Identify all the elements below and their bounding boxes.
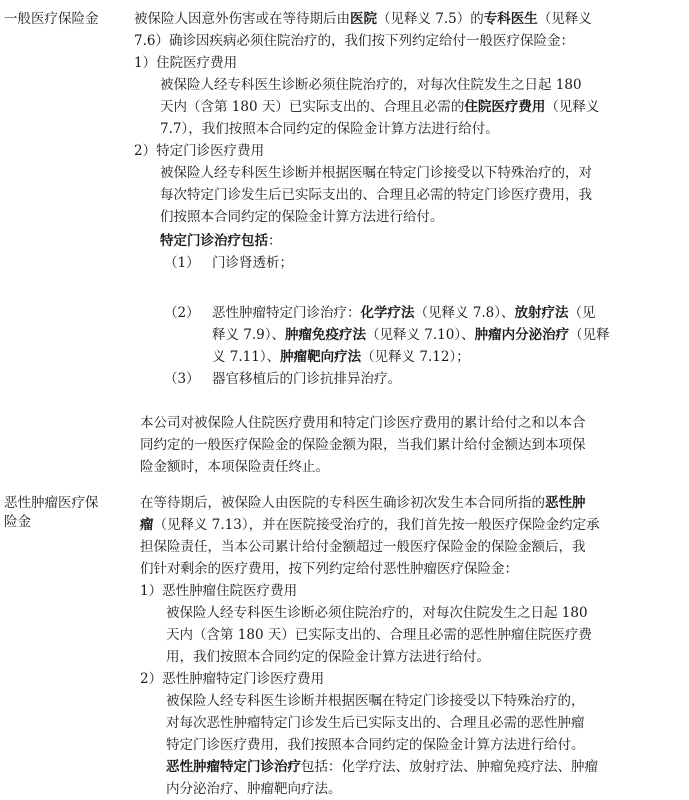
text-line — [166, 602, 592, 624]
text-run: 肿瘤内分泌治疗 — [474, 327, 570, 343]
text-run: （见释义 7.10）、 — [366, 327, 475, 343]
text-run: ： — [268, 233, 282, 249]
list-item-1-text: 门诊肾透析； — [212, 255, 293, 271]
text-run: 被保险人经专科医生诊断并根据医嘱在特定门诊接受以下特殊治疗的， — [166, 693, 585, 709]
text-run: （见释义 — [537, 11, 592, 27]
text-run: （见释义 7.8）、 — [414, 305, 515, 321]
text-run: 被保险人因意外伤害或在等待期后由 — [134, 11, 350, 27]
text-run: 包括：化学疗法、放射疗法、肿瘤免疫疗法、肿瘤 — [301, 759, 598, 775]
item2-heading: 2）特定门诊医疗费用 — [134, 143, 265, 159]
list-item-3-number: （3） — [164, 371, 200, 387]
text-line — [160, 118, 599, 140]
text-line — [166, 734, 598, 756]
text-line — [140, 536, 600, 558]
text-line — [160, 74, 599, 96]
text-line — [140, 558, 600, 580]
text-run: （见释义 — [545, 99, 600, 115]
item1-body — [160, 74, 599, 140]
text-line — [166, 646, 592, 668]
text-run: （见 — [568, 305, 596, 321]
text-run: （见释义 7.12）； — [361, 349, 470, 365]
text-run: 特定门诊医疗费用，我们按照本合同约定的保险金计算方法进行给付。 — [166, 737, 585, 753]
text-line — [140, 456, 586, 478]
text-run: 同约定的一般医疗保险金的保险金额为限，当我们累计给付金额达到本项保 — [140, 437, 586, 453]
text-line — [140, 412, 586, 434]
text-run: 被保险人经专科医生诊断必须住院治疗的，对每次住院发生之日起 180 — [160, 77, 582, 93]
list-item-3-text: 器官移植后的门诊抗排异治疗。 — [212, 371, 401, 387]
cancer-item2-heading: 2）恶性肿瘤特定门诊医疗费用 — [140, 671, 325, 687]
text-line — [212, 302, 610, 324]
text-line — [160, 162, 592, 184]
text-run: 7.7），我们按照本合同约定的保险金计算方法进行给付。 — [160, 121, 499, 137]
general-medical-intro — [134, 8, 592, 52]
cancer-medical-intro — [140, 492, 600, 580]
text-run: 医院 — [350, 11, 377, 27]
text-run: 们按照本合同约定的保险金计算方法进行给付。 — [160, 209, 444, 225]
cancer-item2-body — [166, 690, 598, 800]
text-line — [140, 514, 600, 536]
text-line — [134, 8, 592, 30]
text-run: 肿瘤免疫疗法 — [285, 327, 367, 343]
text-run: 专科医生 — [483, 11, 538, 27]
text-run: 瘤 — [140, 517, 154, 533]
text-run: 天内（含第 180 天）已实际支出的、合理且必需的恶性肿瘤住院医疗费 — [166, 627, 592, 643]
text-line — [166, 690, 598, 712]
text-run: 被保险人经专科医生诊断并根据医嘱在特定门诊接受以下特殊治疗的，对 — [160, 165, 592, 181]
text-run: 恶性肿瘤特定门诊治疗 — [166, 759, 301, 775]
text-run: 住院医疗费用 — [464, 99, 546, 115]
general-medical-summary — [140, 412, 586, 478]
item2-body — [160, 162, 592, 228]
text-run: （见释 — [569, 327, 610, 343]
list-item-1-number: （1） — [164, 255, 200, 271]
cancer-item1-body — [166, 602, 592, 668]
text-run: 险金额时，本项保险责任终止。 — [140, 459, 329, 475]
term-general-medical: 一般医疗保险金 — [4, 11, 99, 27]
list-item-2-text — [212, 302, 610, 368]
text-line — [212, 346, 610, 368]
text-run: 义 7.11）、 — [212, 349, 281, 365]
text-run: 被保险人经专科医生诊断必须住院治疗的，对每次住院发生之日起 180 — [166, 605, 588, 621]
text-line — [166, 778, 598, 800]
text-line — [160, 96, 599, 118]
text-run: 恶性肿 — [545, 495, 586, 511]
text-run: 对每次恶性肿瘤特定门诊发生后已实际支出的、合理且必需的恶性肿瘤 — [166, 715, 585, 731]
text-run: 内分泌治疗、肿瘤靶向疗法。 — [166, 781, 342, 797]
text-run: 恶性肿瘤特定门诊治疗： — [212, 305, 361, 321]
text-run: （见释义 7.5）的 — [377, 11, 484, 27]
special-outpatient-label — [160, 230, 282, 252]
text-run: 用，我们按照本合同约定的保险金计算方法进行给付。 — [166, 649, 490, 665]
text-run: 们针对剩余的医疗费用，按下列约定给付恶性肿瘤医疗保险金： — [140, 561, 518, 577]
text-run: 担保险责任，当本公司累计给付金额超过一般医疗保险金的保险金额后，我 — [140, 539, 586, 555]
term-cancer-line-2: 险金 — [4, 514, 31, 530]
text-line — [160, 184, 592, 206]
text-line — [160, 206, 592, 228]
text-run: 放射疗法 — [514, 305, 569, 321]
text-run: 在等待期后，被保险人由医院的专科医生确诊初次发生本合同所指的 — [140, 495, 545, 511]
text-run: 天内（含第 180 天）已实际支出的、合理且必需的 — [160, 99, 465, 115]
list-item-2-number: （2） — [164, 305, 200, 321]
item1-heading: 1）住院医疗费用 — [134, 55, 238, 71]
text-run: 7.6）确诊因疾病必须住院治疗的，我们按下列约定给付一般医疗保险金： — [134, 33, 574, 49]
cancer-item1-heading: 1）恶性肿瘤住院医疗费用 — [140, 583, 298, 599]
text-run: 释义 7.9）、 — [212, 327, 286, 343]
text-line — [166, 712, 598, 734]
text-run: 肿瘤靶向疗法 — [280, 349, 362, 365]
text-line — [140, 434, 586, 456]
text-line — [166, 624, 592, 646]
term-cancer-medical — [4, 494, 99, 532]
text-run: 特定门诊治疗包括 — [160, 233, 268, 249]
term-cancer-line-1: 恶性肿瘤医疗保 — [4, 495, 99, 511]
text-run: 化学疗法 — [360, 305, 415, 321]
text-line — [134, 30, 592, 52]
text-run: （见释义 7.13），并在医院接受治疗的，我们首先按一般医疗保险金约定承 — [153, 517, 600, 533]
text-run: 每次特定门诊发生后已实际支出的、合理且必需的特定门诊医疗费用，我 — [160, 187, 592, 203]
text-line — [140, 492, 600, 514]
text-run: 本公司对被保险人住院医疗费用和特定门诊医疗费用的累计给付之和以本合 — [140, 415, 586, 431]
text-line — [166, 756, 598, 778]
text-line — [212, 324, 610, 346]
